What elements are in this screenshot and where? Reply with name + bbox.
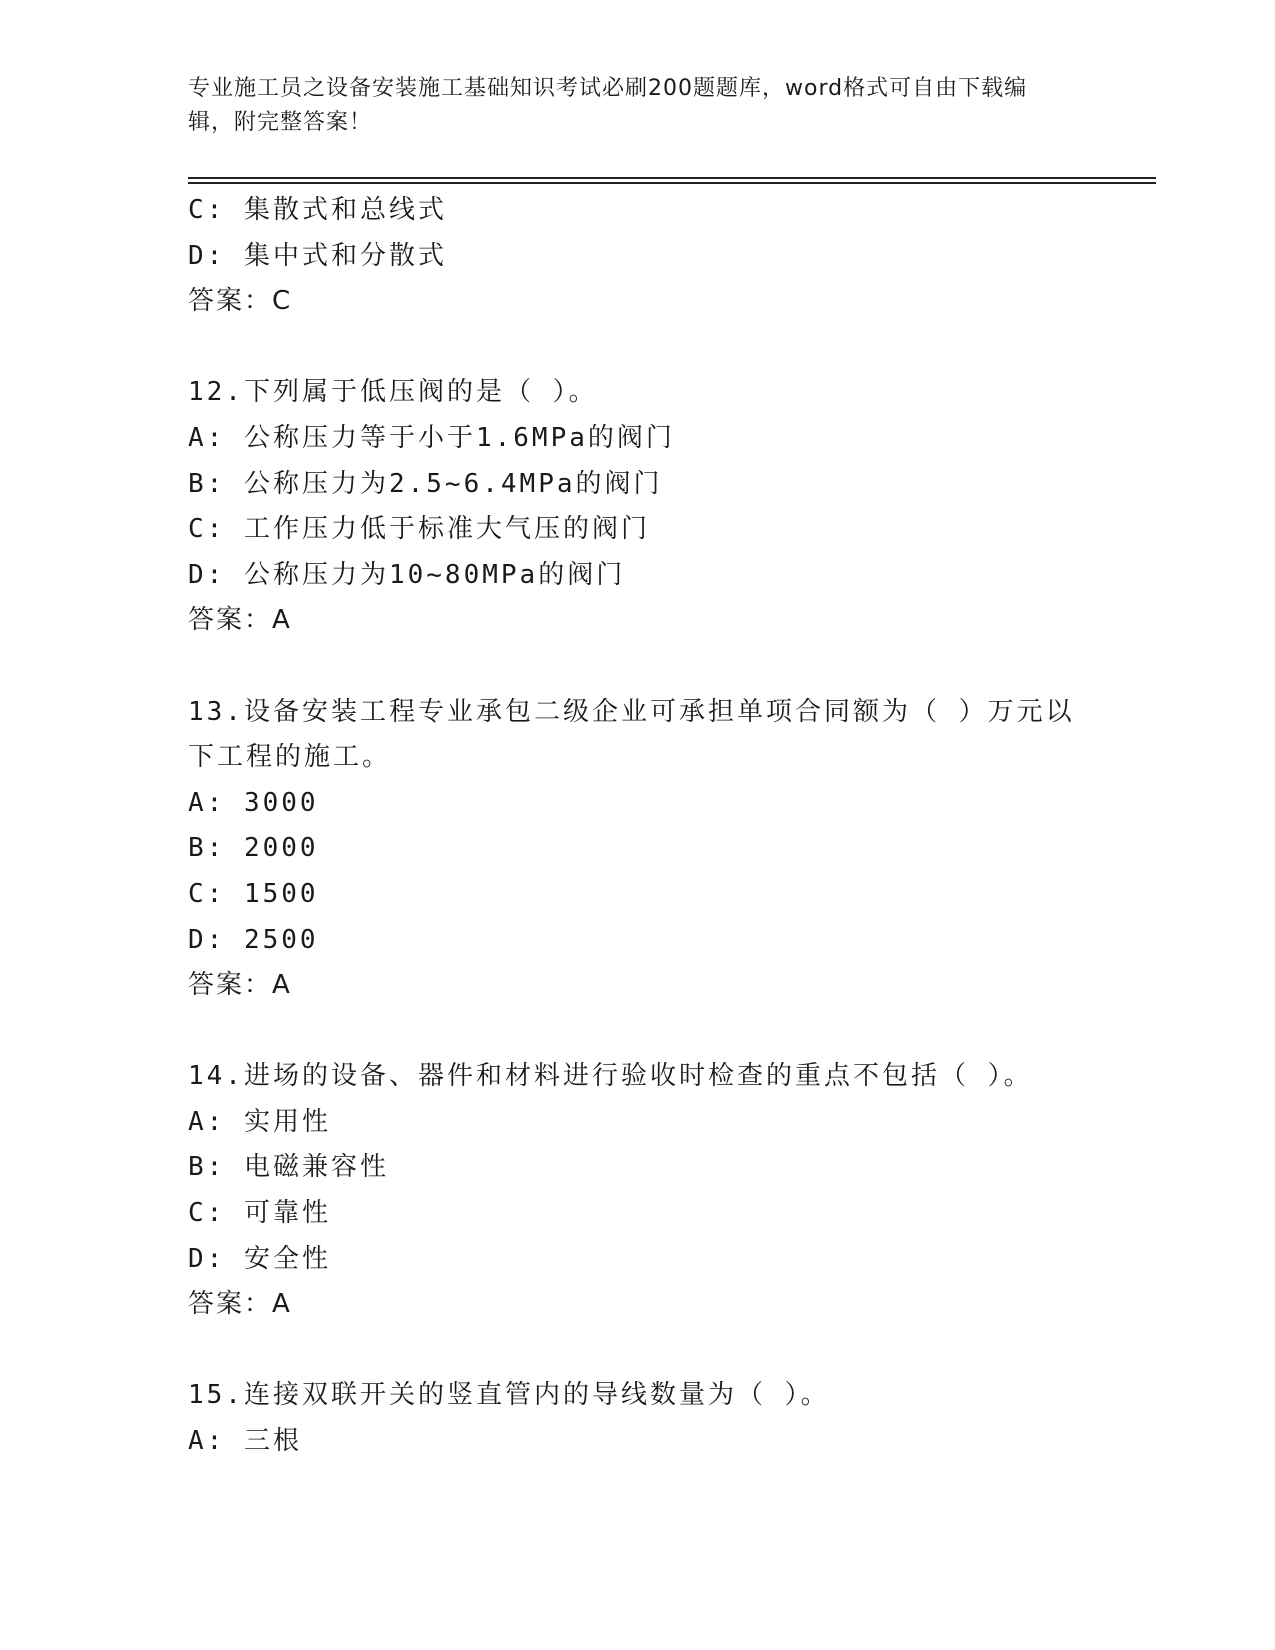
option-line: B: 公称压力为2.5~6.4MPa的阀门: [188, 468, 663, 499]
option-line: C: 工作压力低于标准大气压的阀门: [188, 514, 650, 545]
answer-line: 答案：C: [188, 286, 293, 317]
option-line: D: 公称压力为10~80MPa的阀门: [188, 559, 626, 590]
option-line: A: 公称压力等于小于1.6MPa的阀门: [188, 422, 675, 453]
option-line: D: 2500: [188, 924, 319, 955]
question-13: 13.设备安装工程专业承包二级企业可承担单项合同额为（ ）万元以: [188, 696, 1075, 727]
answer-line: 答案：A: [188, 1289, 292, 1320]
answer-line: 答案：A: [188, 970, 292, 1001]
question-14: 14.进场的设备、器件和材料进行验收时检查的重点不包括（ ）。: [188, 1061, 1033, 1092]
option-line: D: 安全性: [188, 1243, 331, 1274]
option-line: C: 1500: [188, 878, 319, 909]
option-line: A: 3000: [188, 787, 319, 818]
option-line: B: 2000: [188, 833, 319, 864]
question-12: 12.下列属于低压阀的是（ ）。: [188, 377, 598, 408]
question-content: [188, 188, 1088, 1465]
document-header: 专业施工员之设备安装施工基础知识考试必刷200题题库，word格式可自由下载编辑，附完整答案！: [188, 76, 1028, 135]
question-15: 15.连接双联开关的竖直管内的导线数量为（ ）。: [188, 1380, 830, 1411]
option-line: A: 实用性: [188, 1106, 331, 1137]
question-13-continued: 下工程的施工。: [188, 742, 392, 773]
option-line: D: 集中式和分散式: [188, 240, 447, 271]
answer-line: 答案：A: [188, 605, 292, 636]
option-line: C: 集散式和总线式: [188, 195, 447, 225]
option-line: B: 电磁兼容性: [188, 1152, 389, 1183]
header-rule-thin: [188, 177, 1156, 179]
header-rule-thick: [188, 182, 1156, 184]
option-line: A: 三根: [188, 1426, 302, 1457]
option-line: C: 可靠性: [188, 1198, 331, 1229]
